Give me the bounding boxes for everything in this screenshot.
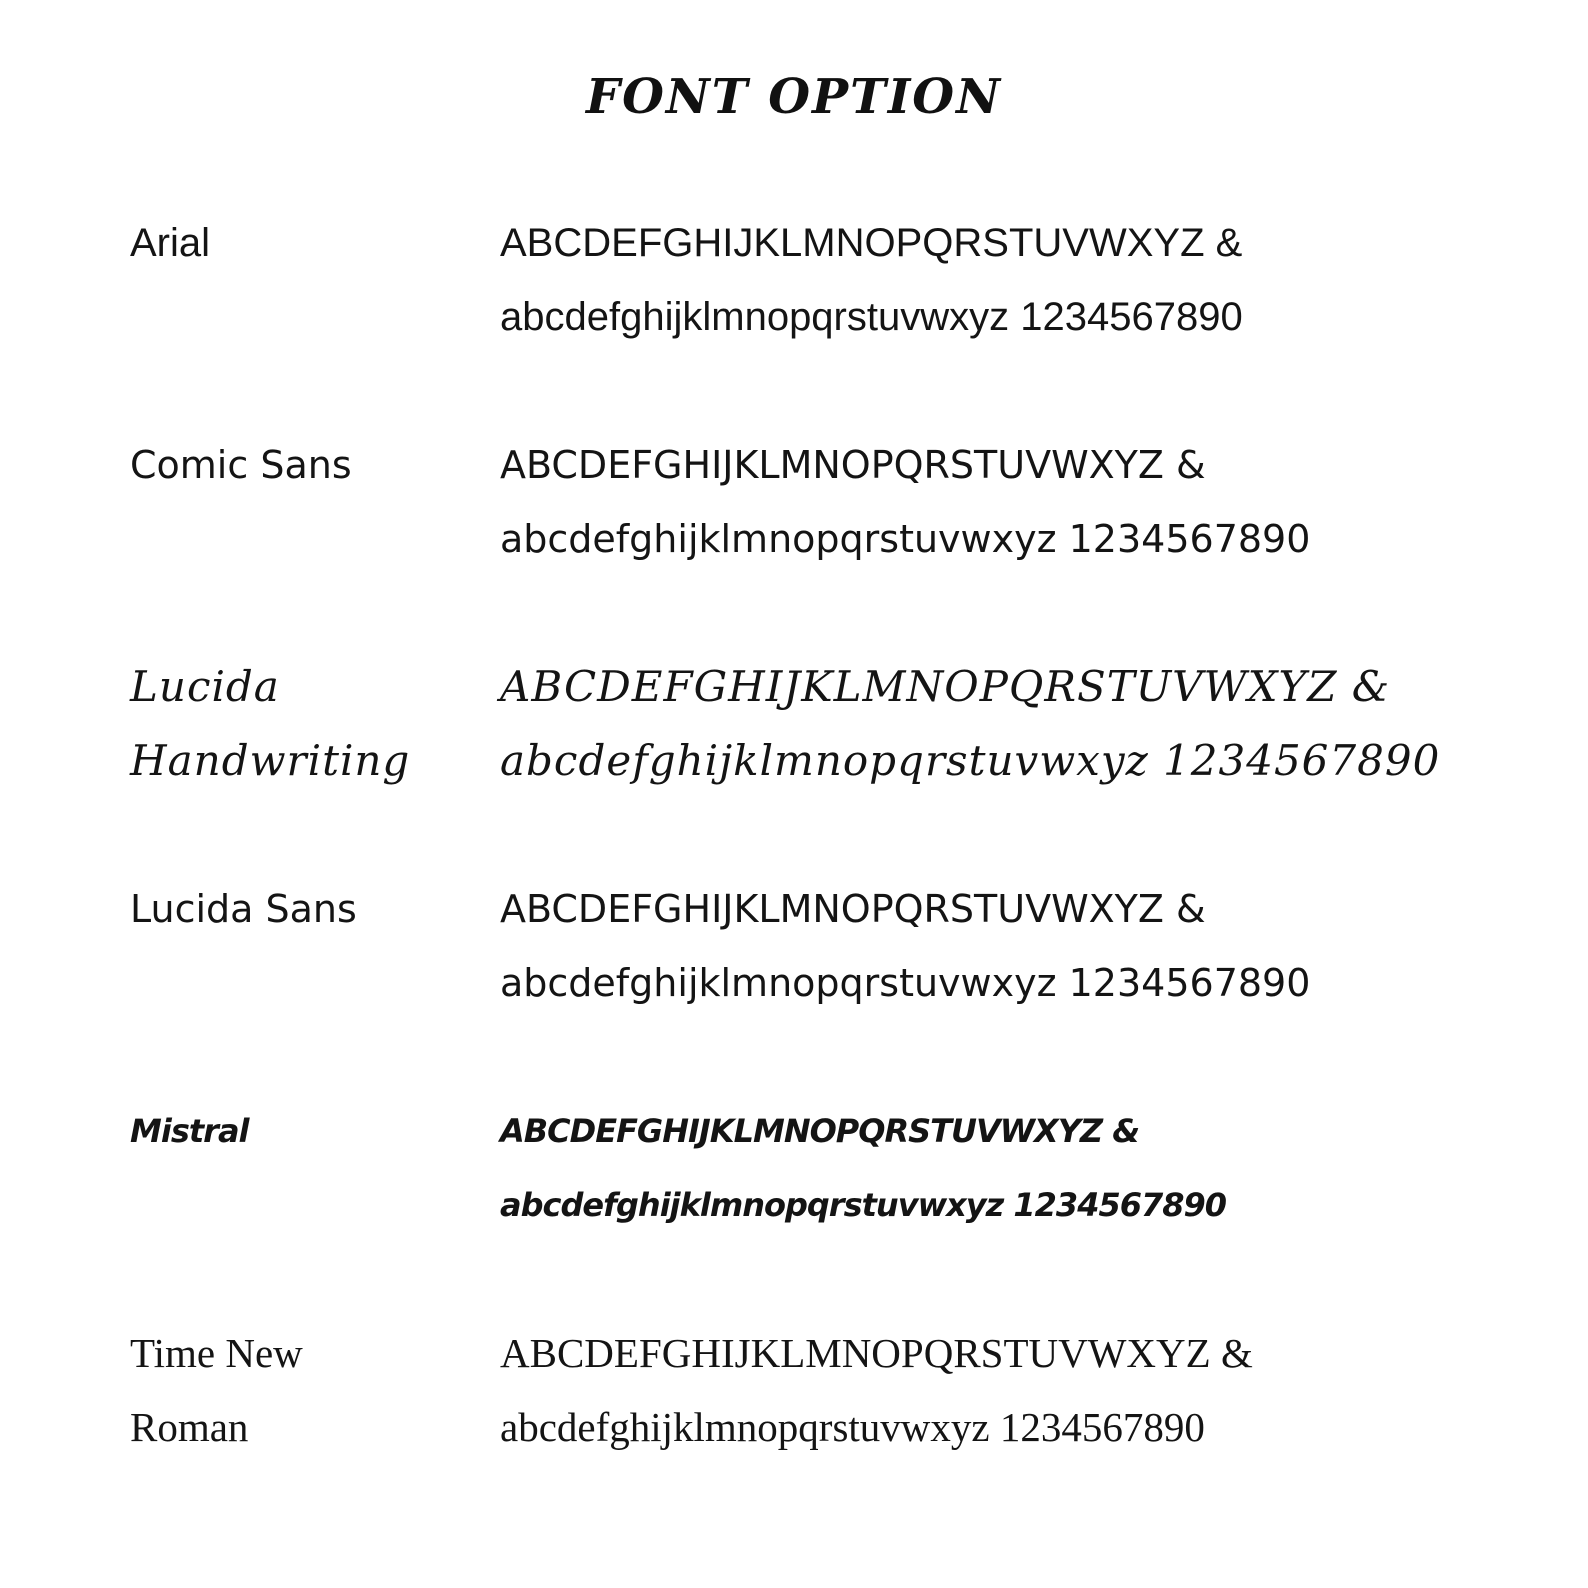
font-label-line: Mistral (130, 1112, 249, 1150)
font-sample (500, 1316, 1588, 1464)
font-row-comic-sans (0, 428, 1588, 576)
font-sample-lowercase: abcdefghijklmnopqrstuvwxyz 1234567890 (500, 736, 1441, 785)
font-sample (500, 1094, 1588, 1242)
font-sample-lowercase: abcdefghijklmnopqrstuvwxyz 1234567890 (500, 1404, 1205, 1450)
font-sample (500, 428, 1588, 576)
font-list (0, 206, 1588, 1464)
font-sample-lowercase: abcdefghijklmnopqrstuvwxyz 1234567890 (500, 517, 1311, 561)
font-sample (500, 872, 1588, 1020)
font-sample-lowercase: abcdefghijklmnopqrstuvwxyz 1234567890 (500, 1186, 1227, 1224)
font-sample-lowercase: abcdefghijklmnopqrstuvwxyz 1234567890 (500, 295, 1243, 339)
font-label-line: Lucida (130, 662, 280, 711)
font-sample (500, 650, 1588, 798)
font-row-arial (0, 206, 1588, 354)
font-sample-uppercase: ABCDEFGHIJKLMNOPQRSTUVWXYZ & (500, 662, 1391, 711)
font-sample (500, 206, 1588, 354)
font-label-line: Handwriting (130, 736, 411, 785)
font-label-line: Lucida Sans (130, 887, 357, 931)
font-label-line: Time New (130, 1330, 303, 1376)
font-label (130, 428, 500, 502)
font-label (130, 872, 500, 946)
font-sample-uppercase: ABCDEFGHIJKLMNOPQRSTUVWXYZ & (500, 1330, 1253, 1376)
font-label-line: Roman (130, 1404, 249, 1450)
font-row-lucida-handwriting (0, 650, 1588, 798)
font-row-time-new-roman (0, 1316, 1588, 1464)
font-sample-uppercase: ABCDEFGHIJKLMNOPQRSTUVWXYZ & (500, 443, 1206, 487)
page-title: FONT OPTION (586, 69, 1002, 125)
font-label (130, 206, 500, 280)
font-row-mistral (0, 1094, 1588, 1242)
font-label (130, 650, 500, 798)
font-label (130, 1316, 500, 1464)
font-label (130, 1094, 500, 1168)
font-label-line: Comic Sans (130, 443, 352, 487)
font-sample-uppercase: ABCDEFGHIJKLMNOPQRSTUVWXYZ & (500, 887, 1206, 931)
font-sample-uppercase: ABCDEFGHIJKLMNOPQRSTUVWXYZ & (500, 221, 1243, 265)
font-sample-uppercase: ABCDEFGHIJKLMNOPQRSTUVWXYZ & (500, 1112, 1140, 1150)
font-label-line: Arial (130, 221, 211, 265)
font-row-lucida-sans (0, 872, 1588, 1020)
font-sample-lowercase: abcdefghijklmnopqrstuvwxyz 1234567890 (500, 961, 1311, 1005)
